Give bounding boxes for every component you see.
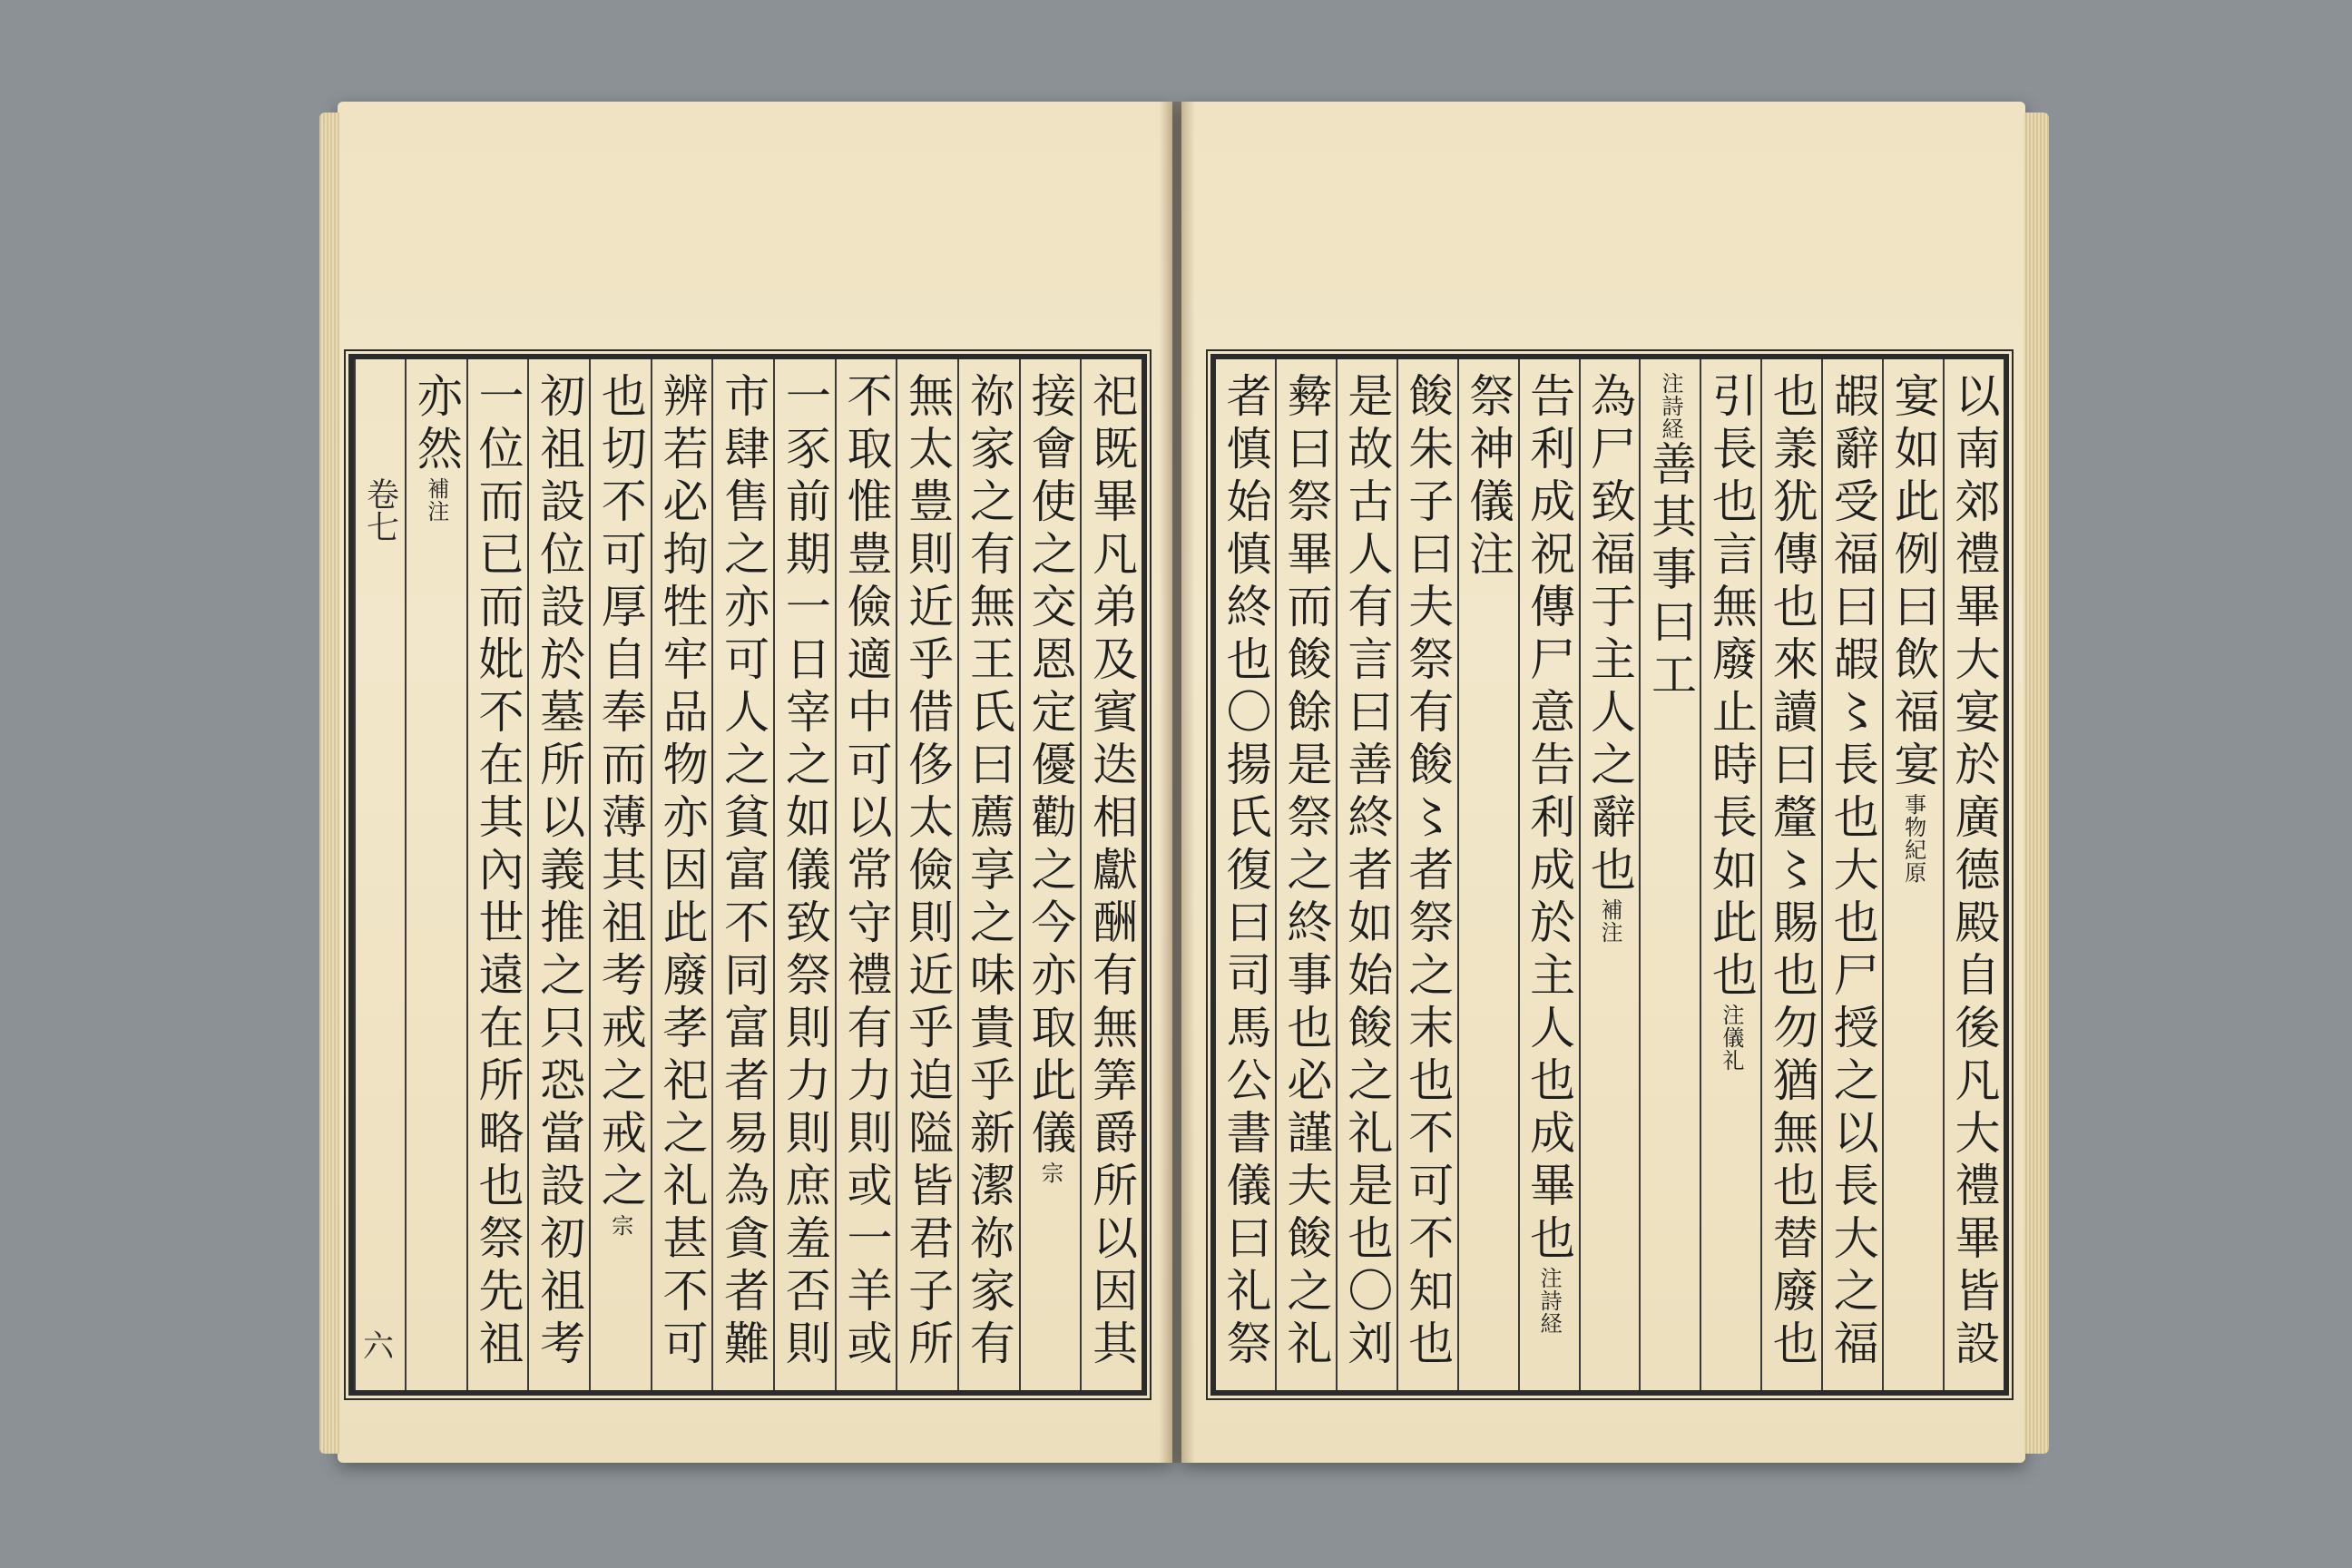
text-column: 引長也言無廢止時長如此也 注儀礼 xyxy=(1700,359,1760,1390)
text-column: 辨若必拘牲牢品物亦因此廢孝祀之礼甚不可 xyxy=(651,359,712,1390)
volume-label: 卷七 xyxy=(361,477,399,543)
left-columns xyxy=(354,359,1142,1390)
left-page-edge xyxy=(319,113,339,1454)
left-page xyxy=(338,102,1172,1463)
text-column: 嘏辭受福曰嘏〻長也大也尸授之以長大之福 xyxy=(1821,359,1882,1390)
text-column: 餕朱子曰夫祭有餕〻者祭之末也不可不知也 xyxy=(1396,359,1457,1390)
right-page-edge xyxy=(2024,113,2049,1454)
right-text-frame xyxy=(1210,354,2009,1396)
book-gutter xyxy=(1159,102,1195,1463)
text-column: 不取惟豊儉適中可以常守禮有力則或一羊或 xyxy=(835,359,897,1390)
text-column: 以南郊禮畢大宴於廣德殿自後凡大禮畢皆設 xyxy=(1943,359,2004,1390)
text-column: 一豕前期一日宰之如儀致祭則力則庶羞否則 xyxy=(773,359,835,1390)
text-column: 市肆售之亦可人之貧富不同富者易為貪者難 xyxy=(711,359,773,1390)
text-column: 也切不可厚自奉而薄其祖考戒之戒之 宗 xyxy=(589,359,651,1390)
text-column: 是故古人有言曰善終者如始餕之礼是也〇刘 xyxy=(1336,359,1396,1390)
text-column: 彜曰祭畢而餕餘是祭之終事也必謹夫餕之礼 xyxy=(1275,359,1336,1390)
text-column: 者慎始慎終也〇揚氏復曰司馬公書儀曰礼祭 xyxy=(1219,372,1272,1372)
text-column: 祀既畢凡弟及賓迭相獻酬有無筭爵所以因其 xyxy=(1080,359,1142,1390)
text-column: 宴如此例曰飲福宴 事物紀原 xyxy=(1882,359,1943,1390)
text-column: 亦然 補注 xyxy=(405,359,466,1390)
text-column: 也羕犹傳也來讀曰釐〻賜也勿猶無也替廢也 xyxy=(1760,359,1821,1390)
text-column: 告利成祝傳尸意告利成於主人也成畢也 注詩経 xyxy=(1518,359,1579,1390)
text-column: 接會使之交恩定優勸之今亦取此儀 宗 xyxy=(1019,359,1081,1390)
text-column: 一位而已而妣不在其內世遠在所略也祭先祖 xyxy=(466,359,528,1390)
text-column: 祢家之有無王氏曰薦享之味貴乎新潔祢家有 xyxy=(957,359,1019,1390)
text-column: 為尸致福于主人之辭也 補注 xyxy=(1579,359,1640,1390)
text-column: 祭神儀注 xyxy=(1457,359,1518,1390)
text-column: 初祖設位設於墓所以義推之只恐當設初祖考 xyxy=(527,359,589,1390)
text-column: 無太豊則近乎借侈太儉則近乎迫隘皆君子所 xyxy=(896,359,957,1390)
text-column: 注詩経 善其事曰工 xyxy=(1639,359,1700,1390)
open-book xyxy=(338,102,2025,1463)
left-text-frame xyxy=(348,354,1147,1396)
right-columns xyxy=(1216,359,2004,1390)
right-page xyxy=(1181,102,2025,1463)
margin-column xyxy=(354,359,405,1390)
page-number: 六 xyxy=(362,1328,394,1365)
